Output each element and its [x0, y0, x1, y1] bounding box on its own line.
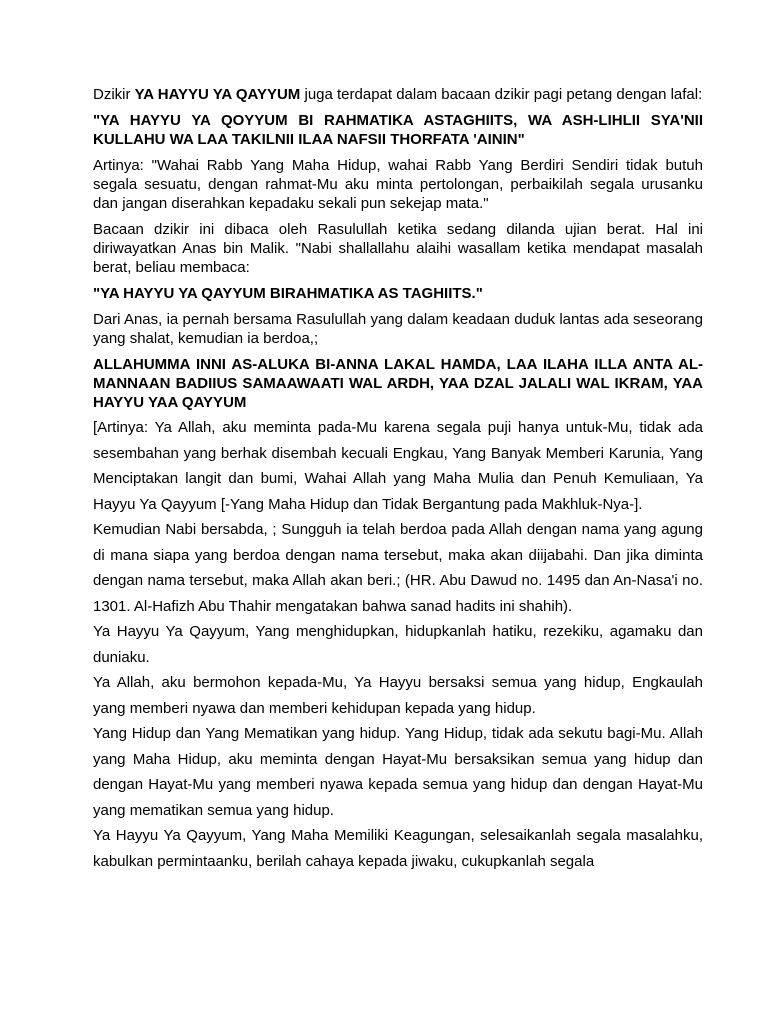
document-page	[93, 85, 703, 874]
intro-suffix: juga terdapat dalam bacaan dzikir pagi petang dengan lafal:	[300, 86, 703, 103]
narration-paragraph: Bacaan dzikir ini dibaca oleh Rasulullah ketika sedang dilanda ujian berat. Hal ini diriwayatkan Anas bin Malik. "Nabi shallallahu alaihi wasallam ketika mendapat masalah berat, beliau membaca:	[93, 221, 703, 276]
intro-prefix: Dzikir	[93, 86, 135, 103]
dzikir-arabic-2: "YA HAYYU YA QAYYUM BIRAHMATIKA AS TAGHIITS."	[93, 285, 483, 302]
dzikir-arabic-1: "YA HAYYU YA QOYYUM BI RAHMATIKA ASTAGHIITS, WA ASH-LIHLII SYA'NII KULLAHU WA LAA TAKILNII ILAA NAFSII THORFATA 'AININ"	[93, 112, 703, 148]
anas-paragraph: Dari Anas, ia pernah bersama Rasulullah yang dalam keadaan duduk lantas ada seseorang yang shalat, kemudian ia berdoa,;	[93, 311, 703, 347]
prayer-paragraph-1: Ya Hayyu Ya Qayyum, Yang menghidupkan, hidupkanlah hatiku, rezekiku, agamaku dan duniaku.	[93, 623, 703, 666]
dzikir-arabic-3: ALLAHUMMA INNI AS-ALUKA BI-ANNA LAKAL HAMDA, LAA ILAHA ILLA ANTA AL-MANNAAN BADIIUS SAMAAWAATI WAL ARDH, YAA DZAL JALALI WAL IKRAM, YAA HAYYU YAA QAYYUM	[93, 356, 703, 411]
prayer-paragraph-2: Ya Allah, aku bermohon kepada-Mu, Ya Hayyu bersaksi semua yang hidup, Engkaulah yang memberi nyawa dan memberi kehidupan kepada yang hidup.	[93, 674, 703, 717]
prayer-paragraph-4: Ya Hayyu Ya Qayyum, Yang Maha Memiliki Keagungan, selesaikanlah segala masalahku, kabulkan permintaanku, berilah cahaya kepada jiwaku, cukupkanlah segala	[93, 827, 703, 870]
prayer-paragraph-3: Yang Hidup dan Yang Mematikan yang hidup. Yang Hidup, tidak ada sekutu bagi-Mu. Allah yang Maha Hidup, aku meminta dengan Hayat-Mu bersaksikan semua yang hidup dan dengan Hayat-Mu yang memberi nyawa kepada semua yang hidup dan dengan Hayat-Mu yang mematikan semua yang hidup.	[93, 725, 703, 819]
intro-bold-term: YA HAYYU YA QAYYUM	[134, 86, 301, 103]
hadith-paragraph: Kemudian Nabi bersabda, ; Sungguh ia telah berdoa pada Allah dengan nama yang agung di mana siapa yang berdoa dengan nama tersebut, maka akan diijabahi. Dan jika diminta dengan nama tersebut, maka Allah akan beri.; (HR. Abu Dawud no. 1495 dan An-Nasa'i no. 1301. Al-Hafizh Abu Thahir mengatakan bahwa sanad hadits ini shahih).	[93, 521, 703, 615]
translation-paragraph: Artinya: "Wahai Rabb Yang Maha Hidup, wahai Rabb Yang Berdiri Sendiri tidak butuh segala sesuatu, dengan rahmat-Mu aku minta pertolongan, perbaikilah segala urusanku dan jangan diserahkan kepadaku sekali pun sekejap mata."	[93, 157, 703, 212]
intro-paragraph	[93, 85, 703, 104]
translation-paragraph-2: [Artinya: Ya Allah, aku meminta pada-Mu karena segala puji hanya untuk-Mu, tidak ada sesembahan yang berhak disembah kecuali Engkau, Yang Banyak Memberi Karunia, Yang Menciptakan langit dan bumi, Wahai Allah yang Maha Mulia dan Penuh Kemuliaan, Ya Hayyu Ya Qayyum [-Yang Maha Hidup dan Tidak Bergantung pada Makhluk-Nya-].	[93, 419, 703, 513]
